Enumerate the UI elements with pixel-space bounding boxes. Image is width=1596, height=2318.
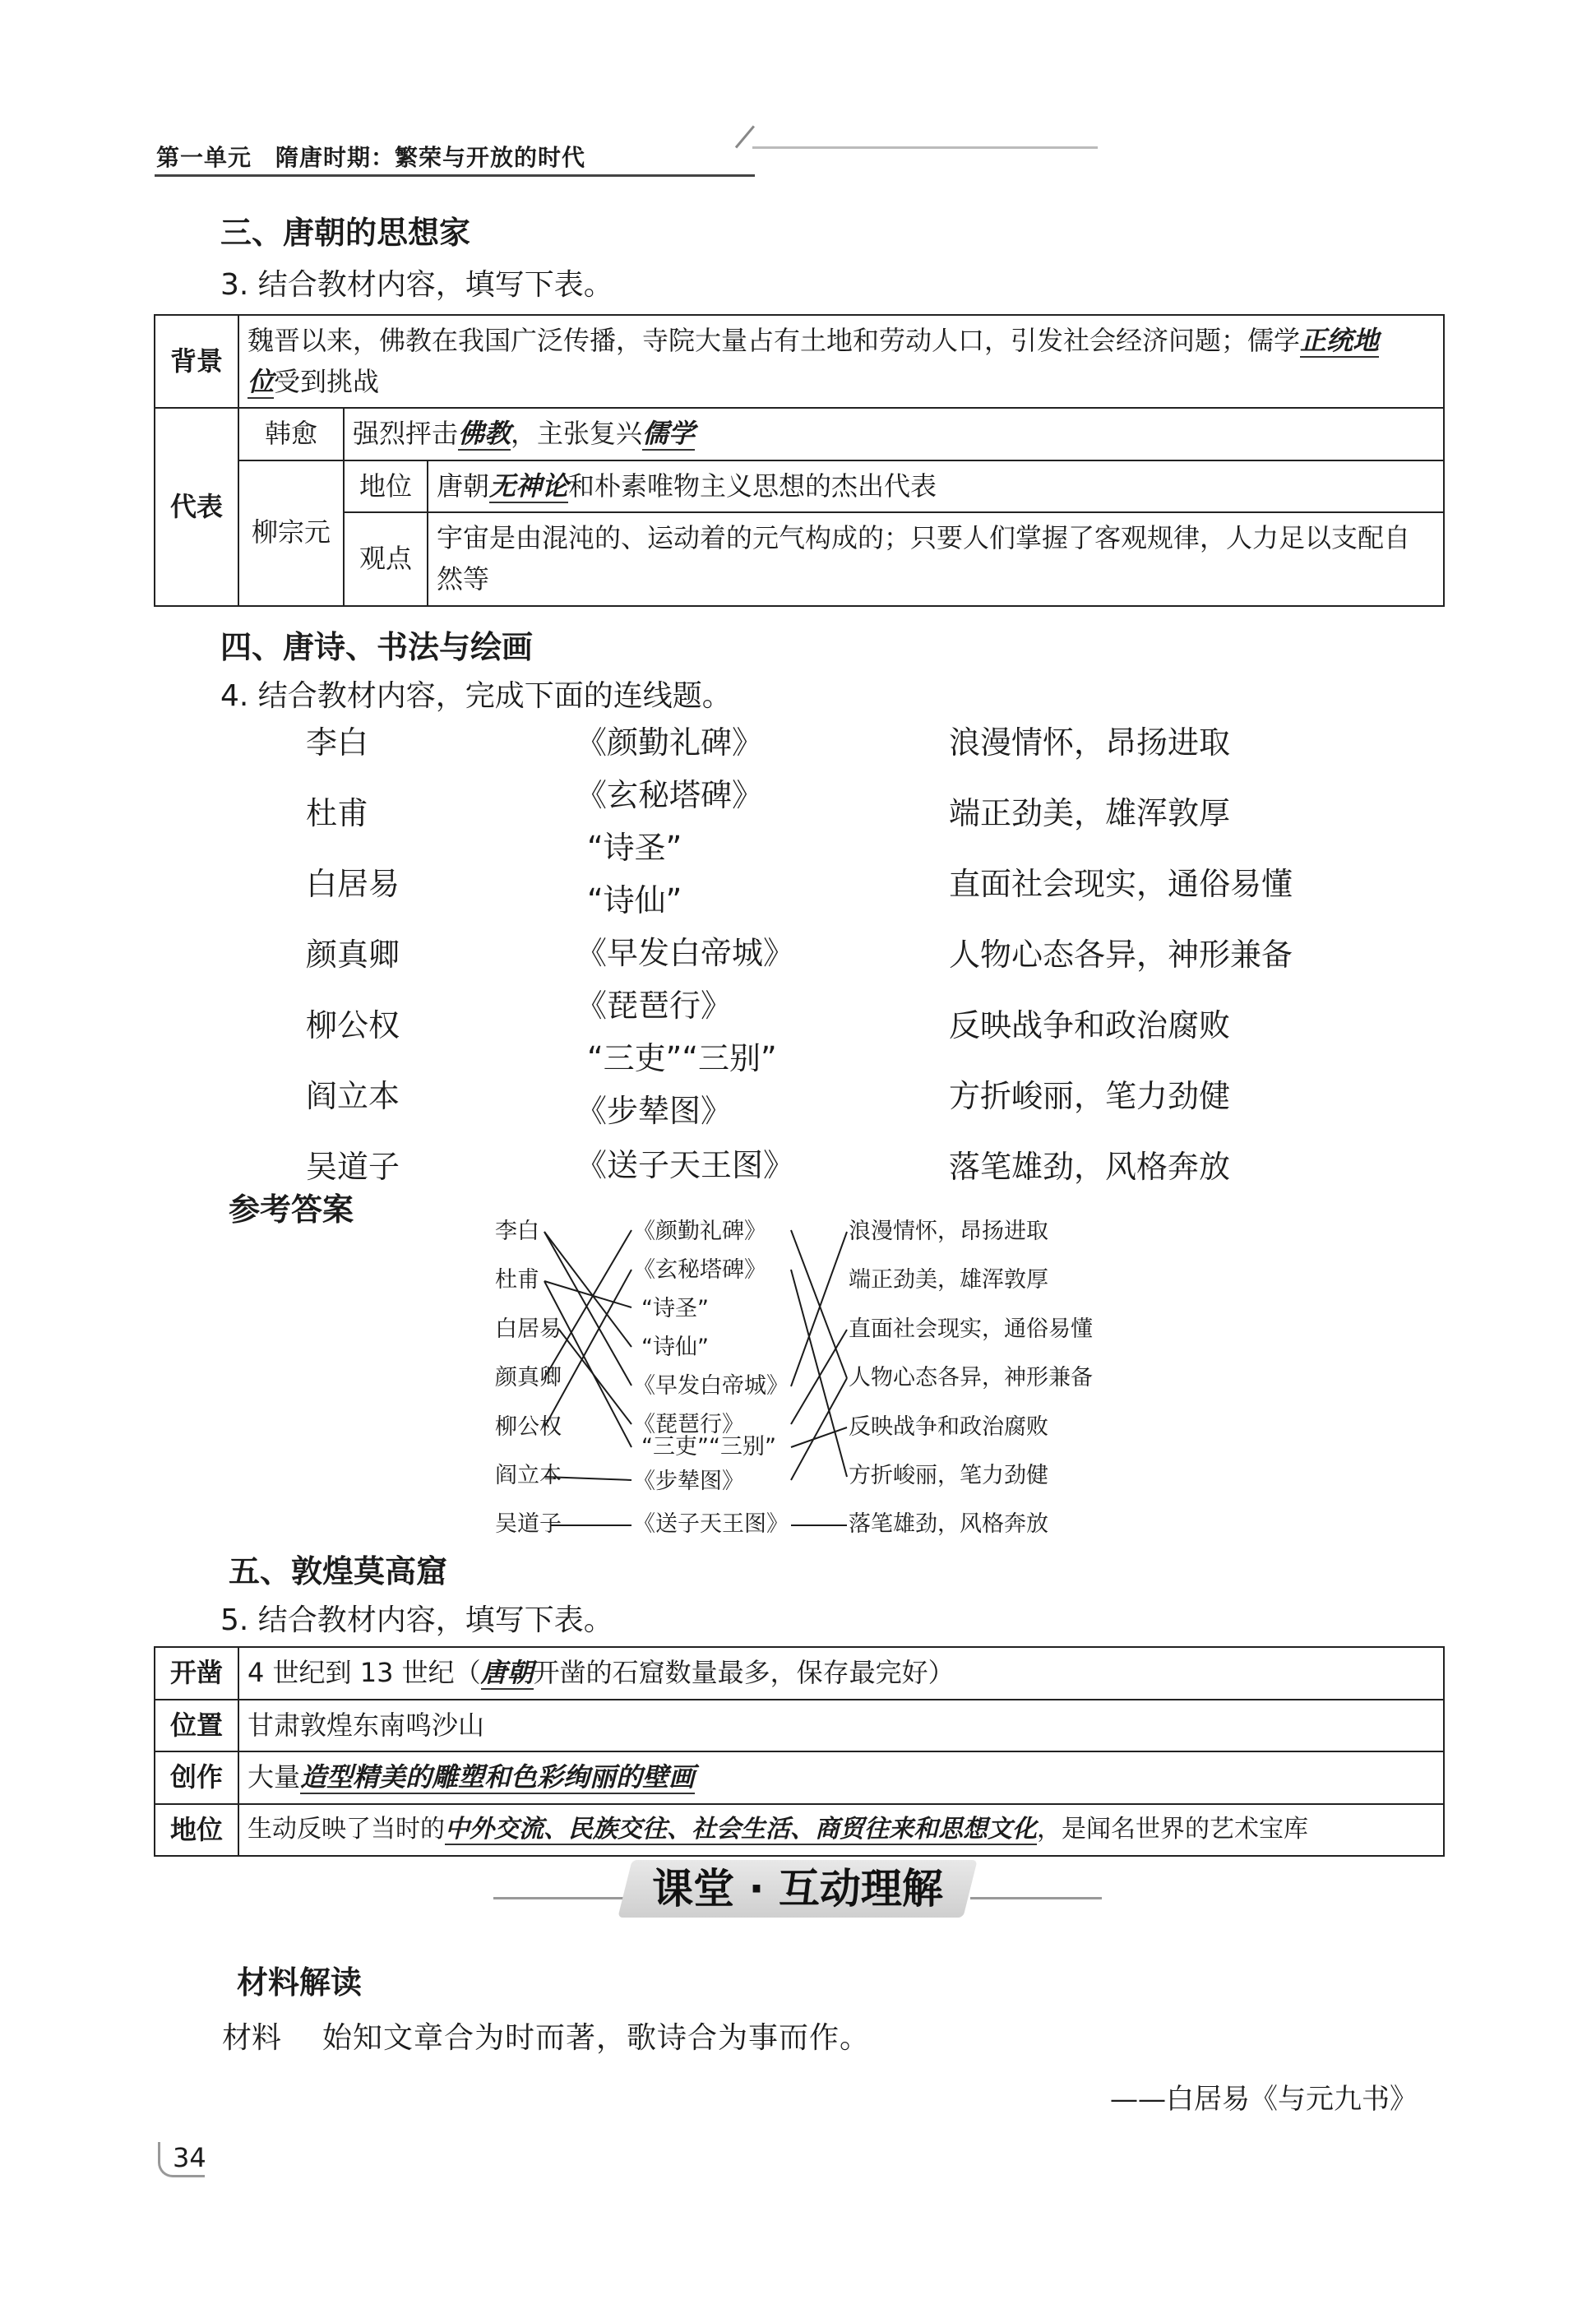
position-text-2: 和朴素唯物主义思想的杰出代表	[568, 470, 937, 502]
section-4-title: 四、唐诗、书法与绘画	[220, 629, 534, 665]
status-text-2: ，是闻名世界的艺术宝库	[1037, 1815, 1308, 1844]
open-text: 4 世纪到 13 世纪（	[247, 1657, 481, 1688]
match-middle-8: 《送子天王图》	[576, 1147, 795, 1183]
mogao-table	[154, 1646, 1445, 1857]
answer-left-6: 吴道子	[495, 1511, 562, 1537]
open-text-2: 开凿的石窟数量最多，保存最完好）	[533, 1657, 955, 1688]
answer-left-2: 白居易	[495, 1316, 562, 1342]
background-label: 背景	[155, 315, 238, 408]
match-middle-5: 《琵琶行》	[576, 988, 733, 1024]
position-answer: 无神论	[489, 470, 569, 502]
answer-middle-6: “三吏”“三别”	[641, 1434, 776, 1460]
table-row	[155, 408, 1444, 460]
location-cell: 甘肃敦煌东南鸣沙山	[238, 1700, 1444, 1752]
background-answer: 正统地	[1300, 325, 1380, 356]
page-number: 34	[173, 2142, 206, 2173]
han-answer-1: 佛教	[458, 418, 511, 450]
match-left-4: 柳公权	[306, 1007, 400, 1043]
table-row	[155, 1751, 1444, 1804]
answer-right-5: 方折峻丽，笔力劲健	[849, 1463, 1048, 1488]
answer-line-liu	[544, 1270, 631, 1427]
section-5-title: 五、敦煌莫高窟	[229, 1553, 448, 1589]
answer-left-4: 柳公权	[495, 1414, 562, 1440]
material-label: 材料	[222, 2021, 282, 2055]
table-row	[155, 460, 1444, 513]
answer-right-3: 人物心态各异，神形兼备	[849, 1365, 1093, 1390]
create-text: 大量	[247, 1761, 301, 1793]
banner-line-left	[493, 1897, 625, 1899]
match-middle-4: 《早发白帝城》	[576, 935, 795, 971]
han-yu-cell	[344, 408, 1444, 460]
match-right-3: 人物心态各异，神形兼备	[949, 937, 1293, 973]
han-text-2: ，主张复兴	[511, 418, 643, 450]
answer-middle-5: 《琵琶行》	[633, 1412, 744, 1437]
table-row	[155, 1804, 1444, 1857]
answer-right-0: 浪漫情怀，昂扬进取	[849, 1219, 1048, 1244]
answer-middle-0: 《颜勤礼碑》	[633, 1219, 766, 1244]
header-rule	[155, 174, 755, 177]
position-text: 唐朝	[437, 470, 490, 502]
representative-label: 代表	[155, 408, 238, 605]
table-row	[155, 315, 1444, 408]
answer-left-0: 李白	[495, 1219, 539, 1244]
answer-right-4: 反映战争和政治腐败	[849, 1414, 1048, 1440]
banner-line-right	[970, 1897, 1102, 1899]
create-label: 创作	[155, 1751, 238, 1804]
answer-left-3: 颜真卿	[495, 1365, 562, 1390]
view-cell: 宇宙是由混沌的、运动着的元气构成的；只要人们掌握了客观规律，人力足以支配自然等	[428, 512, 1444, 605]
header-rule-light	[752, 146, 1098, 149]
match-middle-1: 《玄秘塔碑》	[576, 777, 764, 813]
match-left-5: 阎立本	[306, 1078, 400, 1114]
han-answer-2: 儒学	[642, 418, 696, 450]
table-row	[155, 512, 1444, 605]
match-left-1: 杜甫	[306, 795, 369, 831]
answer-middle-4: 《早发白帝城》	[633, 1373, 789, 1399]
answer-middle-2: “诗圣”	[641, 1296, 709, 1321]
answer-middle-3: “诗仙”	[641, 1335, 709, 1360]
answer-line-libai-style	[791, 1232, 847, 1386]
answer-left-1: 杜甫	[495, 1267, 539, 1293]
match-left-2: 白居易	[306, 866, 400, 902]
material-title: 材料解读	[237, 1964, 363, 2001]
section-3-question: 3. 结合教材内容，填写下表。	[220, 268, 613, 302]
match-middle-2: “诗圣”	[587, 830, 682, 866]
answer-left-5: 阎立本	[495, 1463, 562, 1488]
match-middle-6: “三吏”“三别”	[587, 1040, 777, 1076]
position-label: 地位	[344, 460, 428, 513]
table-row	[155, 1700, 1444, 1752]
match-right-5: 方折峻丽，笔力劲健	[949, 1078, 1231, 1114]
answer-right-6: 落笔雄劲，风格奔放	[849, 1511, 1048, 1537]
answer-right-2: 直面社会现实，通俗易懂	[849, 1316, 1093, 1342]
match-right-6: 落笔雄劲，风格奔放	[949, 1149, 1231, 1185]
match-middle-7: 《步辇图》	[576, 1093, 733, 1129]
answer-line-baijuyi-work	[559, 1330, 631, 1424]
thinkers-table	[154, 314, 1445, 607]
table-row	[155, 1647, 1444, 1700]
answer-line-yan-style	[791, 1230, 847, 1378]
section-4-question: 4. 结合教材内容，完成下面的连线题。	[220, 679, 732, 713]
answer-middle-8: 《送子天王图》	[633, 1511, 789, 1537]
create-answer: 造型精美的雕塑和色彩绚丽的壁画	[300, 1761, 696, 1793]
status-label: 地位	[155, 1804, 238, 1857]
background-cell	[238, 315, 1444, 408]
han-yu-label: 韩愈	[238, 408, 344, 460]
status-answer: 中外交流、民族交往、社会生活、商贸往来和思想文化	[445, 1815, 1037, 1844]
background-text: 魏晋以来，佛教在我国广泛传播，寺院大量占有土地和劳动人口，引发社会经济问题；儒学	[247, 325, 1301, 356]
answer-title: 参考答案	[229, 1191, 354, 1228]
match-left-3: 颜真卿	[306, 937, 400, 973]
answer-diagram	[485, 1209, 1126, 1546]
match-left-6: 吴道子	[306, 1149, 400, 1185]
open-cell	[238, 1647, 1444, 1700]
section-5-question: 5. 结合教材内容，填写下表。	[220, 1603, 613, 1637]
answer-middle-7: 《步辇图》	[633, 1469, 744, 1494]
material-quote: 始知文章合为时而著，歌诗合为事而作。	[322, 2021, 871, 2055]
match-middle-0: 《颜勤礼碑》	[576, 724, 764, 761]
section-3-title: 三、唐朝的思想家	[220, 215, 471, 251]
answer-line-yan-liben-style	[791, 1378, 847, 1480]
open-label: 开凿	[155, 1647, 238, 1700]
banner-title: 课堂 · 互动理解	[652, 1865, 943, 1913]
han-text: 强烈抨击	[353, 418, 459, 450]
background-answer-cont: 位	[247, 365, 275, 397]
match-right-4: 反映战争和政治腐败	[949, 1007, 1231, 1043]
status-cell	[238, 1804, 1444, 1857]
match-right-0: 浪漫情怀，昂扬进取	[949, 724, 1231, 761]
background-text-end: 受到挑战	[274, 365, 380, 397]
running-head: 第一单元 隋唐时期：繁荣与开放的时代	[156, 144, 586, 171]
material-source: ——白居易《与元九书》	[1110, 2083, 1418, 2116]
location-label: 位置	[155, 1700, 238, 1752]
open-answer: 唐朝	[480, 1657, 534, 1688]
answer-middle-1: 《玄秘塔碑》	[633, 1257, 766, 1283]
match-right-2: 直面社会现实，通俗易懂	[949, 866, 1293, 902]
match-right-1: 端正劲美，雄浑敦厚	[949, 795, 1231, 831]
match-middle-3: “诗仙”	[587, 882, 682, 918]
header-rule-slant	[735, 125, 755, 148]
view-label: 观点	[344, 512, 428, 605]
answer-line-liu-style	[791, 1270, 847, 1477]
status-text: 生动反映了当时的	[247, 1815, 445, 1844]
liu-zongyuan-label: 柳宗元	[238, 460, 344, 606]
answer-line-baijuyi-style	[791, 1330, 847, 1424]
match-left-0: 李白	[306, 724, 369, 761]
answer-right-1: 端正劲美，雄浑敦厚	[849, 1267, 1048, 1293]
position-cell	[428, 460, 1444, 513]
create-cell	[238, 1751, 1444, 1804]
